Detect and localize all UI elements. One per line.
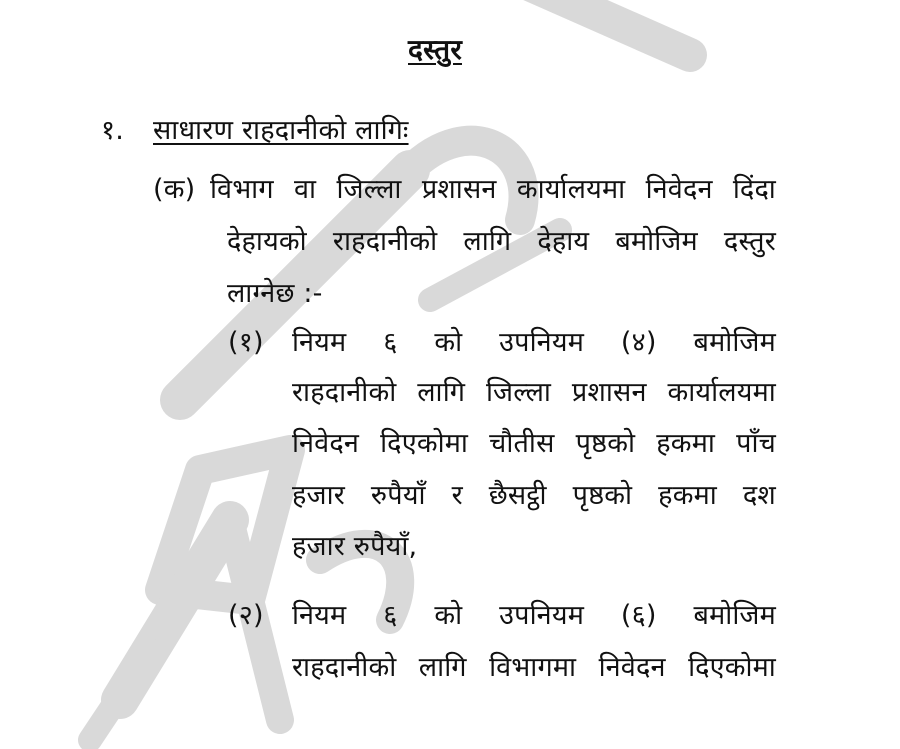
section-heading: साधारण राहदानीको लागिः	[153, 115, 409, 146]
page-title: दस्तुर	[408, 33, 462, 66]
item-2-line-2: राहदानीको लागि विभागमा निवेदन दिएकोमा	[292, 652, 776, 683]
item-1-line-1: नियम ६ को उपनियम (४) बमोजिम	[292, 327, 776, 358]
item-1-line-3: निवेदन दिएकोमा चौतीस पृष्ठको हकमा पाँच	[292, 428, 776, 459]
item-1-line-4: हजार रुपैयाँ र छैसट्ठी पृष्ठको हकमा दश	[292, 480, 776, 511]
section-number: १.	[101, 115, 125, 146]
clause-k-line-1: विभाग वा जिल्ला प्रशासन कार्यालयमा निवेदन दिंदा	[210, 174, 776, 205]
clause-k-line-3: लाग्नेछ :-	[227, 278, 323, 309]
item-1-line-5: हजार रुपैयाँ,	[292, 531, 418, 562]
clause-k-label: (क)	[153, 174, 196, 205]
item-2-line-1: नियम ६ को उपनियम (६) बमोजिम	[292, 600, 776, 631]
clause-k-line-2: देहायको राहदानीको लागि देहाय बमोजिम दस्तुर	[227, 226, 776, 257]
item-1-line-2: राहदानीको लागि जिल्ला प्रशासन कार्यालयमा	[292, 377, 776, 408]
item-2-label: (२)	[228, 600, 264, 631]
item-1-label: (१)	[228, 327, 264, 358]
